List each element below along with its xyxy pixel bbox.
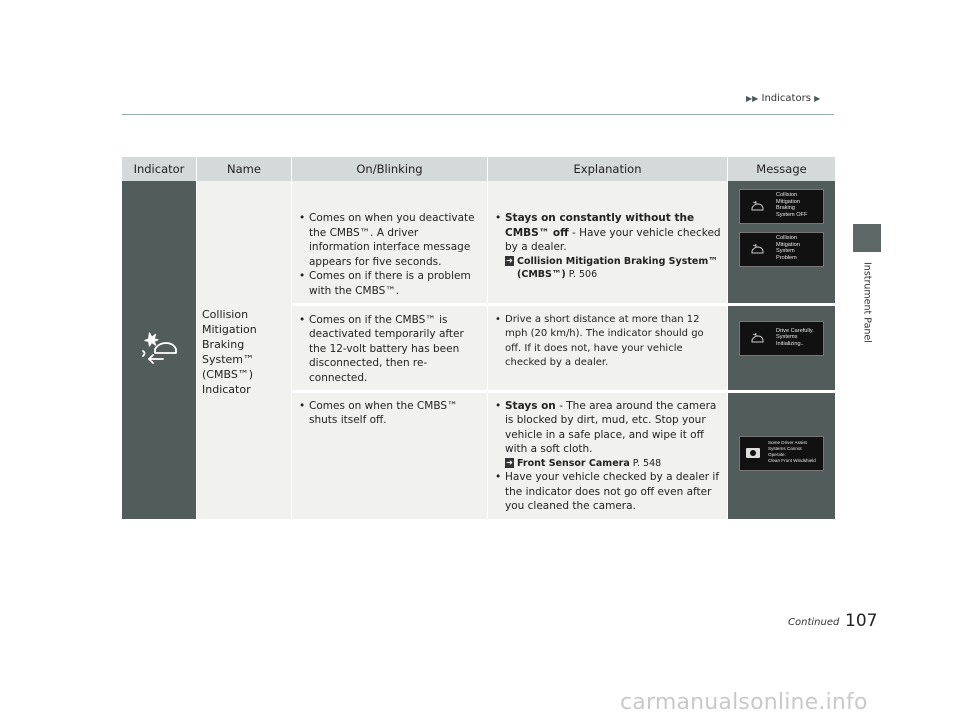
explanation-cell <box>488 181 728 306</box>
message-text <box>776 235 800 261</box>
on-blinking-cell <box>292 181 488 306</box>
message-text <box>776 328 814 348</box>
message-line: Operate: <box>768 451 786 457</box>
cmbs-indicator-icon <box>139 329 179 365</box>
message-screen <box>739 436 824 471</box>
message-line: Initializing.. <box>776 340 804 347</box>
message-line: Collision <box>776 192 798 198</box>
page-number: 107 <box>845 611 878 631</box>
list-item: • Comes on when you deactivate the CMBS™. A driver information interface message appears for five seconds. <box>297 211 482 269</box>
message-cell <box>728 306 835 393</box>
message-screen <box>739 189 824 224</box>
column-header: Message <box>728 157 835 181</box>
message-line: Problem <box>776 254 797 261</box>
table-header-row <box>122 157 835 181</box>
cmbs-icon <box>750 242 764 256</box>
on-blinking-cell <box>292 393 488 519</box>
column-header: On/Blinking <box>292 157 488 181</box>
emphasis-text: Stays on <box>505 399 556 412</box>
name-line: Mitigation <box>202 323 257 336</box>
explanation-cell <box>488 306 728 393</box>
indicator-cell <box>122 181 197 519</box>
name-line: System™ <box>202 353 255 366</box>
list-item: • Drive a short distance at more than 12 mph (20 km/h). The indicator should go off. If it does not, have your vehicle checked by a dealer. <box>493 313 722 371</box>
cross-reference[interactable] <box>493 255 722 281</box>
column-header: Explanation <box>488 157 728 181</box>
list-item <box>493 399 722 457</box>
list-item: • Comes on if there is a problem with the CMBS™. <box>297 269 482 298</box>
table-row <box>122 181 835 306</box>
reference-arrow-icon: ➜ <box>506 255 513 265</box>
message-line: Systems Cannot <box>768 445 802 451</box>
list-item: • Comes on when the CMBS™ shuts itself off. <box>297 399 482 428</box>
arrow-icon: ▶▶ <box>746 94 759 103</box>
breadcrumb[interactable] <box>746 93 820 104</box>
name-line: Indicator <box>202 383 251 396</box>
name-line: (CMBS™) <box>202 368 254 381</box>
section-label-text: Instrument Panel <box>861 262 873 343</box>
message-line: Braking <box>776 205 795 212</box>
header-rule <box>122 114 834 115</box>
continued-label: Continued <box>788 617 840 628</box>
camera-icon <box>745 446 761 460</box>
list-item <box>493 211 722 255</box>
message-line: Drive Carefully. <box>776 327 814 334</box>
section-tab <box>853 224 881 252</box>
emphasis-text: Stays on constantly without the CMBS™ off <box>505 212 695 239</box>
message-line: Collision <box>776 235 798 241</box>
cmbs-icon <box>750 331 764 345</box>
indicator-table <box>122 157 835 519</box>
list-item: • Have your vehicle checked by a dealer if the indicator does not go off even after you cleaned the camera. <box>493 470 722 514</box>
explanation-text: - The area around the camera is blocked by dirt, mud, etc. Stop your vehicle in a safe place, and wipe it off with a soft cloth. <box>505 399 717 456</box>
reference-title: Collision Mitigation Braking System™ (CMBS™) <box>517 255 718 280</box>
message-line: Some Driver Assist <box>768 439 807 445</box>
message-line: Systems <box>776 334 798 341</box>
message-line: Mitigation <box>776 198 800 205</box>
reference-title: Front Sensor Camera <box>517 457 630 469</box>
column-header: Name <box>197 157 292 181</box>
message-line: System <box>776 248 795 255</box>
message-line: System OFF <box>776 211 808 218</box>
explanation-cell <box>488 393 728 519</box>
name-line: Collision <box>202 308 249 321</box>
list-item: • Comes on if the CMBS™ is deactivated temporarily after the 12-volt battery has been disconnected, then re-connected. <box>297 313 482 386</box>
arrow-icon: ▶ <box>814 94 821 103</box>
message-cell <box>728 393 835 519</box>
name-cell <box>197 181 292 519</box>
column-header: Indicator <box>122 157 197 181</box>
message-text <box>768 440 816 465</box>
message-cell <box>728 181 835 306</box>
reference-arrow-icon: ➜ <box>506 457 513 467</box>
section-label <box>854 262 880 362</box>
reference-page: P. 548 <box>629 457 662 469</box>
message-line: Clean Front Windshield <box>768 458 816 464</box>
message-screen <box>739 232 824 267</box>
explanation-text: - Have your vehicle checked by a dealer. <box>505 226 721 254</box>
cmbs-icon <box>750 199 764 213</box>
on-blinking-cell <box>292 306 488 393</box>
name-line: Braking <box>202 338 245 351</box>
cross-reference[interactable] <box>493 457 722 470</box>
watermark: carmanualsonline.info <box>620 690 868 715</box>
message-screen <box>739 321 824 356</box>
message-line: Mitigation <box>776 241 800 248</box>
breadcrumb-label: Indicators <box>761 93 811 104</box>
reference-page: P. 506 <box>565 268 598 280</box>
message-text <box>776 192 807 218</box>
